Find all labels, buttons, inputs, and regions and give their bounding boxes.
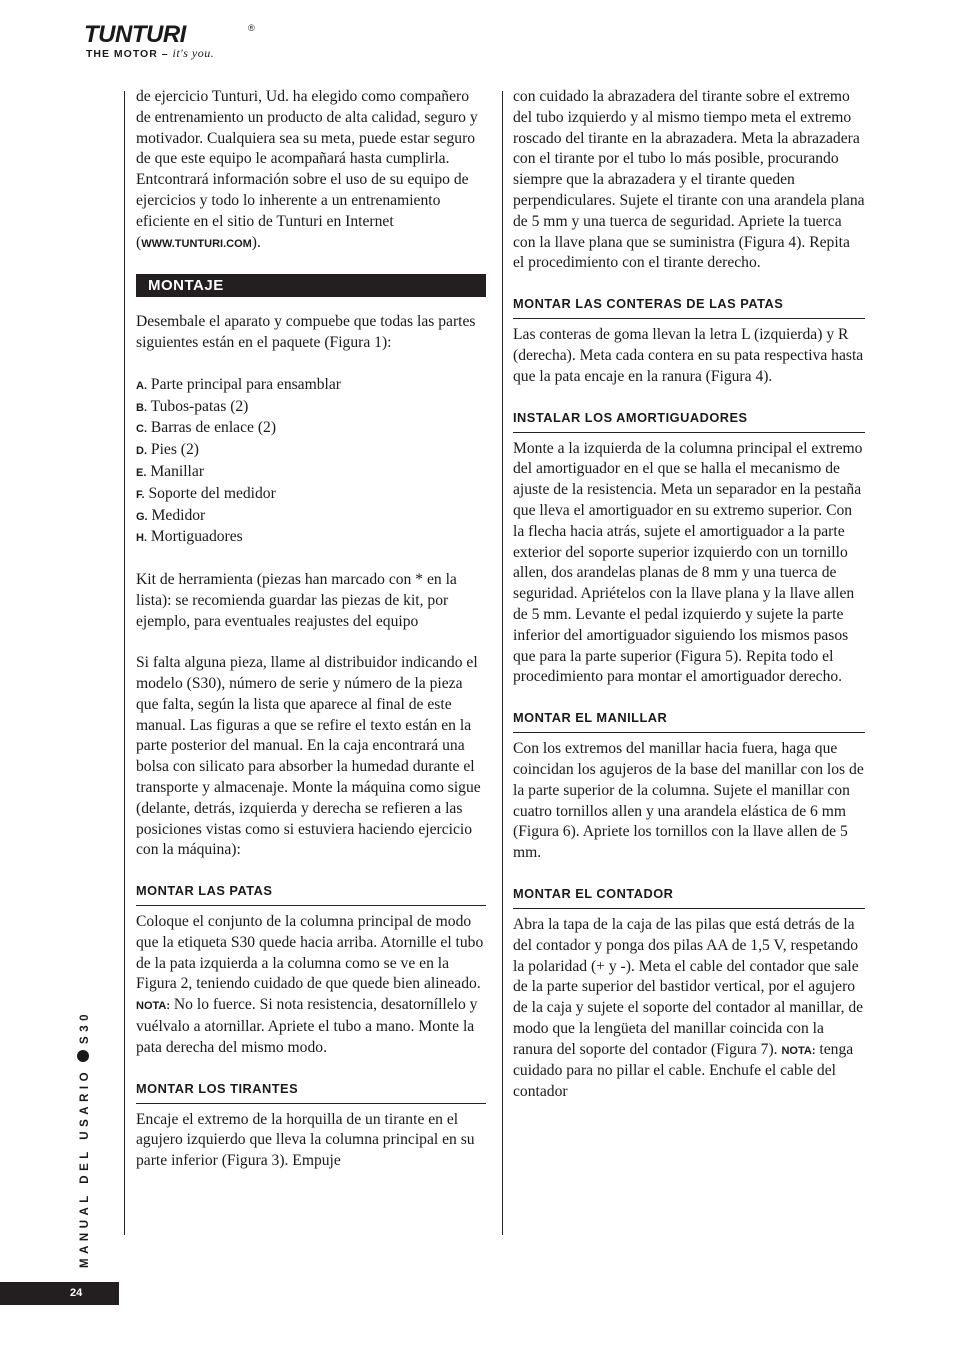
list-item: E. Manillar — [136, 462, 205, 480]
logo-text: TUNTURI — [84, 22, 186, 46]
tirantes-heading: MONTAR LOS TIRANTES — [136, 1081, 486, 1104]
patas-heading: MONTAR LAS PATAS — [136, 883, 486, 906]
manillar-paragraph: Con los extremos del manillar hacia fuera, haga que coincidan los agujeros de la base del manillar con los de la parte superior de la columna. Sujete el manillar con cuatro tornillos allen y una arandela elástica de 6 mm (Figura 6). Apriete los tornillos con la llave allen de 5 mm. — [513, 740, 864, 862]
amortiguadores-paragraph: Monte a la izquierda de la columna principal el extremo del amortiguador en el que se halla el mecanismo de ajuste de la resistencia. Meta un separador en la pestaña que lleva el amortiguador en su extremo superior. Con la flecha hacia atrás, sujete el amortiguador a la parte exterior del soporte superior izquierdo con un tornillo allen, dos arandelas planas de 8 mm y una tuerca de seguridad. Apriételos con la llave plana y la llave allen de 5 mm. Levante el pedal izquierdo y sujete la parte inferior del amortiguador siguiendo los mismos pasos que para la parte superior (Figura 5). Repita todo el procedimiento para montar el amortiguador derecho. — [513, 439, 863, 686]
tunturi-logo — [84, 22, 274, 66]
registered-mark: ® — [248, 23, 255, 33]
amortiguadores-heading: INSTALAR LOS AMORTIGUADORES — [513, 410, 865, 433]
left-column — [136, 87, 486, 1172]
tirantes-paragraph: Encaje el extremo de la horquilla de un tirante en el agujero izquierdo que lleva la columna principal en su parte inferior (Figura 3). Empuje — [136, 1110, 475, 1170]
list-item: H. Mortiguadores — [136, 528, 243, 546]
manillar-heading: MONTAR EL MANILLAR — [513, 710, 865, 733]
list-item: G. Medidor — [136, 506, 206, 524]
list-item: F. Soporte del medidor — [136, 484, 276, 502]
contador-paragraph: Abra la tapa de la caja de las pilas que está detrás de la del contador y ponga dos pilas AA de 1,5 V, respetando la polaridad (+ y -). Meta el cable del contador que sale de la parte superior del bastidor vertical, por el agujero de la caja y sujete el soporte del contador al manillar, de modo que la lengüeta del manillar coincida con la ranura del soporte del contador (Figura 7). NOTA: tenga cuidado para no pillar el cable. Enchufe el cable del contador — [513, 915, 864, 1101]
page-number: 24 — [0, 1282, 119, 1305]
logo-tagline: THE MOTOR – it's you. — [86, 46, 215, 60]
patas-paragraph: Coloque el conjunto de la columna principal de modo que la etiqueta S30 quede hacia arriba. Atornille el tubo de la pata izquierda a la columna como se ve en la Figura 2, teniendo cuidado de que quede bien alineado. NOTA: No lo fuerce. Si nota resistencia, desatorníllelo y vuélvalo a atornillar. Apriete el tubo a mano. Monte la pata derecha del mismo modo. — [136, 913, 484, 1056]
logo-wordmark — [84, 22, 274, 46]
website-url: WWW.TUNTURI.COM — [141, 237, 252, 250]
list-item: A. Parte principal para ensamblar — [136, 375, 341, 393]
tirantes-continued-paragraph: con cuidado la abrazadera del tirante sobre el extremo del tubo izquierdo y al mismo tiempo meta el extremo roscado del tirante en la abrazadera. Meta la abrazadera con el tirante por el tubo lo más posible, procurando siempre que la abrazadera y el tirante queden perpendiculares. Sujete el tirante con una arandela plana de 5 mm y una tuerca de seguridad. Apriete la tuerca con la llave plana que se suministra (Figura 4). Repita el procedimiento con el tirante derecho. — [513, 88, 865, 272]
montaje-paragraph: Desembale el aparato y compuebe que todas las partes siguientes están en el paquete (Figura 1): — [136, 313, 476, 352]
side-running-title: MANUAL DEL USARIOS30 — [79, 1010, 91, 1268]
contador-heading: MONTAR EL CONTADOR — [513, 886, 865, 909]
list-item: C. Barras de enlace (2) — [136, 419, 277, 437]
column-divider — [502, 91, 503, 1235]
missing-parts-paragraph: Si falta alguna pieza, llame al distribuidor indicando el modelo (S30), número de serie y número de la pieza que falta, según la lista que aparece al final de este manual. Las figuras a que se refire el texto están en la parte posterior del manual. En la caja encontrará una bolsa con silicato para absorber la humedad durante el transporte y almacenaje. Monte la máquina como sigue (delante, detrás, izquierda y derecha se refieren a las posiciones vistas como si estuviera haciendo ejercicio con la máquina): — [136, 654, 481, 859]
parts-list — [136, 375, 486, 549]
intro-paragraph: de ejercicio Tunturi, Ud. ha elegido como compañero de entrenamiento un producto de alta calidad, seguro y motivador. Cualquiera sea su meta, puede estar seguro de que este equipo le acompañará hasta cumplirla. Entcontrará información sobre el uso de su equipo de ejercicios y todo lo inherente a un entrenamiento eficiente en el sitio de Tunturi en Internet (WWW.TUNTURI.COM). — [136, 88, 478, 251]
list-item: B. Tubos-patas (2) — [136, 397, 249, 415]
conteras-paragraph: Las conteras de goma llevan la letra L (izquierda) y R (derecha). Meta cada contera en su pata respectiva hasta que la pata encaje en la ranura (Figura 4). — [513, 326, 864, 385]
left-column-rule — [124, 91, 125, 1235]
conteras-heading: MONTAR LAS CONTERAS DE LAS PATAS — [513, 296, 865, 319]
list-item: D. Pies (2) — [136, 441, 199, 459]
montaje-heading: MONTAJE — [136, 274, 486, 297]
right-column — [513, 87, 865, 1103]
bullet-dot — [77, 1050, 89, 1062]
nota-label: NOTA: — [781, 1044, 816, 1057]
tool-kit-paragraph: Kit de herramienta (piezas han marcado con * en la lista): se recomienda guardar las piezas de kit, por ejemplo, para eventuales reajustes del equipo — [136, 570, 457, 630]
nota-label: NOTA: — [136, 1000, 171, 1013]
